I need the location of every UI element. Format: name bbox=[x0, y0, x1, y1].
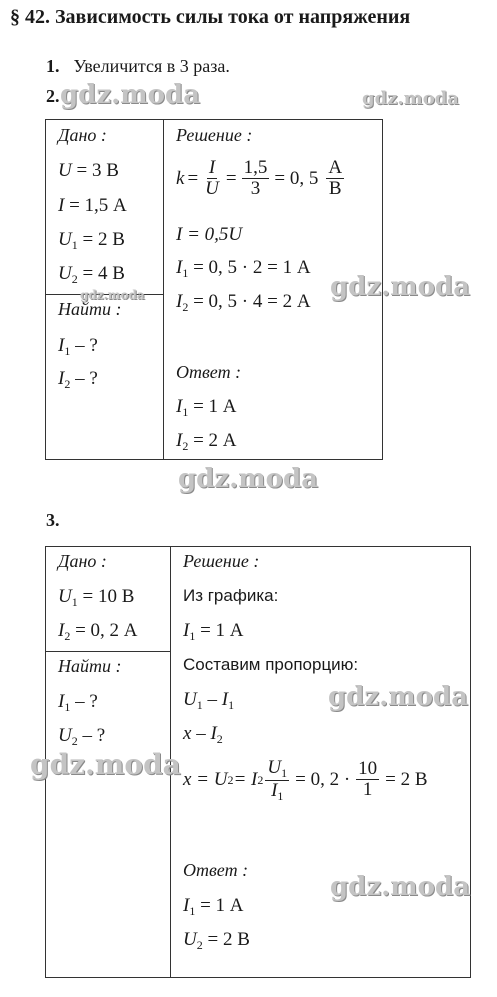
task2-given-I: I = 1,5 А bbox=[58, 195, 127, 216]
task3-proportion-line2: x – $I_2$ bbox=[183, 723, 223, 746]
task3-find-label: Найти : bbox=[58, 656, 122, 676]
watermark: gdz.moda bbox=[60, 80, 201, 110]
task3-given-label: Дано : bbox=[58, 551, 107, 571]
task2-divider-vertical bbox=[163, 119, 164, 460]
task3-number: 3. bbox=[46, 510, 60, 530]
task2-given-U1: $U_1 = 2$ В bbox=[58, 229, 125, 252]
task3-formula: x = U 2 = I 2 $\frac{U_1}{I_1}$ = 0, 2 · $\frac{10}{1}$ = 2 В bbox=[183, 757, 428, 803]
task2-given-U2: $U_2 = 4$ В bbox=[58, 263, 125, 286]
task3-answer-label: Ответ : bbox=[183, 860, 249, 880]
task1 bbox=[46, 56, 230, 77]
task2-answer-label: Ответ : bbox=[176, 362, 242, 382]
page-title: § 42. Зависимость силы тока от напряжения bbox=[10, 6, 411, 28]
task2-solution-line3: $I_1 = 0$, 5 · 2 = 1 А bbox=[176, 257, 311, 280]
task2-answer-I1: $I_1 = 1$ А bbox=[176, 396, 237, 419]
task2-k-formula: k = $\frac{I}{U}$ = $\frac{1,5}{3}$ = 0, 5 $\frac{А}{В}$ bbox=[176, 157, 343, 199]
task2-given-label: Дано : bbox=[58, 125, 107, 145]
watermark: gdz.moda bbox=[80, 288, 145, 302]
watermark: gdz.moda bbox=[330, 272, 471, 302]
task2-find-label: Найти : bbox=[58, 299, 122, 319]
task3-solution-label: Решение : bbox=[183, 551, 260, 571]
watermark: gdz.moda bbox=[30, 748, 181, 781]
task3-find-I1: $I_1$ – ? bbox=[58, 691, 98, 714]
watermark: gdz.moda bbox=[178, 464, 319, 494]
task3-find-U2: $U_2$ – ? bbox=[58, 725, 106, 748]
task3-divider-horizontal bbox=[45, 651, 170, 652]
task2-given-U: U = 3 В bbox=[58, 160, 119, 181]
task2-find-I2: $I_2$ – ? bbox=[58, 368, 98, 391]
task2-solution-line4: $I_2 = 0$, 5 · 4 = 2 А bbox=[176, 291, 311, 314]
task3-answer-I1: $I_1 = 1$ А bbox=[183, 895, 244, 918]
task3-solution-I1: $I_1 = 1$ А bbox=[183, 620, 244, 643]
task3-given-I2: $I_2 = 0$, 2 А bbox=[58, 620, 138, 643]
task2-answer-I2: $I_2 = 2$ А bbox=[176, 430, 237, 453]
task3-proportion-text: Составим пропорцию: bbox=[183, 655, 359, 674]
watermark: gdz.moda bbox=[362, 88, 459, 109]
task2-find-I1: $I_1$ – ? bbox=[58, 335, 98, 358]
task1-number: 1. bbox=[46, 56, 60, 76]
watermark: gdz.moda bbox=[328, 682, 469, 712]
task3-proportion-line1: $U_1 - I_1$ bbox=[183, 689, 235, 712]
task3-answer-U2: $U_2 = 2$ В bbox=[183, 929, 250, 952]
task2-number: 2. bbox=[46, 86, 60, 106]
watermark: gdz.moda bbox=[330, 872, 471, 902]
task3-given-U1: $U_1 = 10$ В bbox=[58, 586, 135, 609]
task2-solution-label: Решение : bbox=[176, 125, 253, 145]
task1-answer: Увеличится в 3 раза. bbox=[73, 56, 230, 76]
task2-solution-line2: I = 0,5U bbox=[176, 224, 243, 245]
task3-from-graph: Из графика: bbox=[183, 586, 279, 605]
